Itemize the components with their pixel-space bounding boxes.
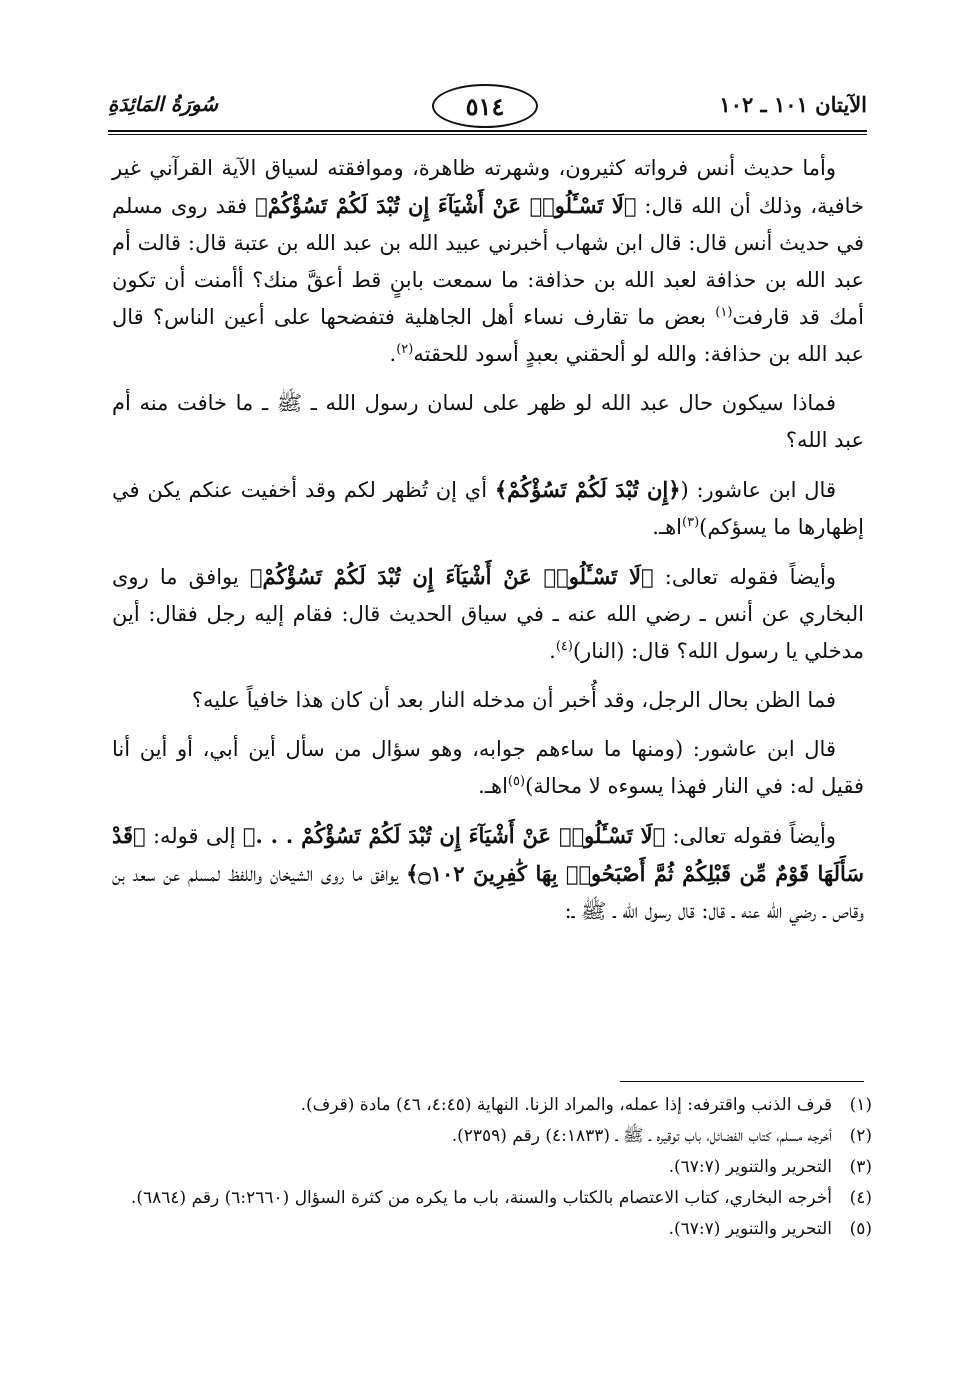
text-run: اهـ. [652, 515, 683, 539]
text-run: يوافق ما روى البخاري عن أنس ـ رضي الله عنه ـ في سياق الحديث قال: فقام إليه رجل فقال: أين مدخلي يا رسول الله؟ قال: (النار) [112, 565, 864, 663]
text-run: يوافق ما روى الشيخان واللفظ لمسلم عن سعد بن وقاص ـ رضي الله عنه ـ قال: قال رسول الله ـ ﷺ ـ: [112, 862, 864, 923]
footnote-ref: (٥) [507, 774, 526, 789]
footnote-text: التحرير والتنوير (٦٧:٧). [668, 1157, 832, 1177]
text-run: قال ابن عاشور: ( [680, 478, 836, 502]
footnote-text: أخرجه مسلم، كتاب الفضائل، باب توقيره ـ ﷺ ـ (٤:١٨٣٣) رقم (٢٣٥٩). [451, 1126, 832, 1146]
header-divider [108, 130, 867, 132]
paragraph [112, 682, 864, 719]
quran-verse: ﴿لَا تَسْـَٔلُوا۟ عَنْ أَشْيَآءَ إِن تُبْدَ لَكُمْ تَسُؤْكُمْ . . .﴾ [242, 823, 666, 848]
quran-verse: ﴿إِن تُبْدَ لَكُمْ تَسُؤْكُمْ﴾ [494, 477, 681, 502]
footnote-text: قرف الذنب واقترفه: إذا عمله، والمراد الزنا. النهاية (٤:٤٥، ٤٦) مادة (قرف). [300, 1095, 832, 1115]
text-run: إلى قوله: [145, 824, 243, 848]
footnote-ref: (٢) [396, 342, 414, 357]
paragraph [112, 731, 864, 805]
footnote-number: (٤) [849, 1188, 872, 1208]
text-run: فما الظن بحال الرجل، وقد أُخبر أن مدخله النار بعد أن كان هذا خافياً عليه؟ [191, 688, 836, 712]
footnote-text: التحرير والتنوير (٦٧:٧). [668, 1219, 832, 1239]
text-run: وأيضاً فقوله تعالى: [653, 565, 836, 589]
footnote-divider [620, 1081, 864, 1082]
footnote-ref: (١) [715, 305, 733, 320]
text-run: . [389, 342, 397, 366]
footnote [112, 1214, 872, 1245]
footnote-text: أخرجه البخاري، كتاب الاعتصام بالكتاب والسنة، باب ما يكره من كثرة السؤال (٦:٢٦٦٠) رقم (٦٨٦٤). [130, 1188, 832, 1208]
footnotes [112, 1090, 872, 1245]
text-run: وأيضاً فقوله تعالى: [665, 824, 836, 848]
text-run: بعض ما تقارف نساء أهل الجاهلية فتفضحها على أعين الناس؟ قال عبد الله بن حذافة: والله لو ألحقني بعبدٍ أسود للحقته [112, 305, 864, 366]
footnote [112, 1090, 872, 1121]
footnote-number: (٣) [849, 1157, 872, 1177]
text-run: قال ابن عاشور: (ومنها ما ساءهم جوابه، وهو سؤال من سأل أين أبي، أو أين أنا فقيل له: في النار فهذا يسوءه لا محالة) [112, 737, 864, 798]
quran-verse: ﴿قَدْ سَأَلَهَا قَوْمٌ مِّن قَبْلِكُمْ ثُمَّ أَصْبَحُوا۟ بِهَا كَٰفِرِينَ ۝١٠٢﴾ [112, 823, 864, 886]
surah-name: سُورَةُ المَائِدَةِ [108, 92, 219, 116]
text-run: وأما حديث أنس فرواته كثيرون، وشهرته ظاهرة، وموافقته لسياق الآية القرآني غير خافية، وذلك أن الله قال: [112, 156, 865, 218]
text-run: فقد روى مسلم في حديث أنس قال: قال ابن شهاب أخبرني عبيد الله بن عبد الله بن عتبة قال: قالت أم عبد الله بن حذافة لعبد الله بن حذافة: ما سمعت بابنٍ قط أعقَّ منك؟ أأمنت أن تكون أمك قد قارفت [112, 194, 864, 329]
verses-heading: الآيتان ١٠١ ـ ١٠٢ [719, 92, 867, 117]
text-run: فماذا سيكون حال عبد الله لو ظهر على لسان رسول الله ـ ﷺ ـ ما خافت منه أم عبد الله؟ [112, 391, 864, 452]
footnote-ref: (٣) [682, 515, 700, 530]
footnote-number: (٢) [849, 1126, 872, 1146]
quran-verse: ﴿لَا تَسْـَٔلُوا۟ عَنْ أَشْيَآءَ إِن تُبْدَ لَكُمْ تَسُؤْكُمْ﴾ [249, 564, 654, 589]
page-number: ٥١٤ [465, 91, 505, 121]
footnote [112, 1152, 872, 1183]
footnote [112, 1183, 872, 1214]
paragraph [112, 150, 864, 373]
paragraph [112, 385, 864, 459]
paragraph [112, 558, 864, 670]
footnote [112, 1121, 872, 1152]
text-run: أي إن تُظهر لكم وقد أخفيت عنكم يكن في إظهارها ما يسؤكم) [112, 478, 864, 539]
page-number-badge [432, 84, 538, 128]
footnote-ref: (٤) [555, 639, 573, 654]
quran-verse: ﴿لَا تَسْـَٔلُوا۟ عَنْ أَشْيَآءَ إِن تُبْدَ لَكُمْ تَسُؤْكُمْ﴾ [255, 193, 637, 218]
text-run: اهـ. [478, 774, 508, 798]
paragraph [112, 471, 864, 546]
text-run: . [549, 639, 556, 663]
footnote-number: (٥) [849, 1219, 872, 1239]
header-divider-thin [108, 134, 867, 135]
paragraph [112, 817, 864, 930]
main-text [112, 150, 864, 942]
footnote-number: (١) [849, 1095, 872, 1115]
page-header [0, 0, 975, 140]
